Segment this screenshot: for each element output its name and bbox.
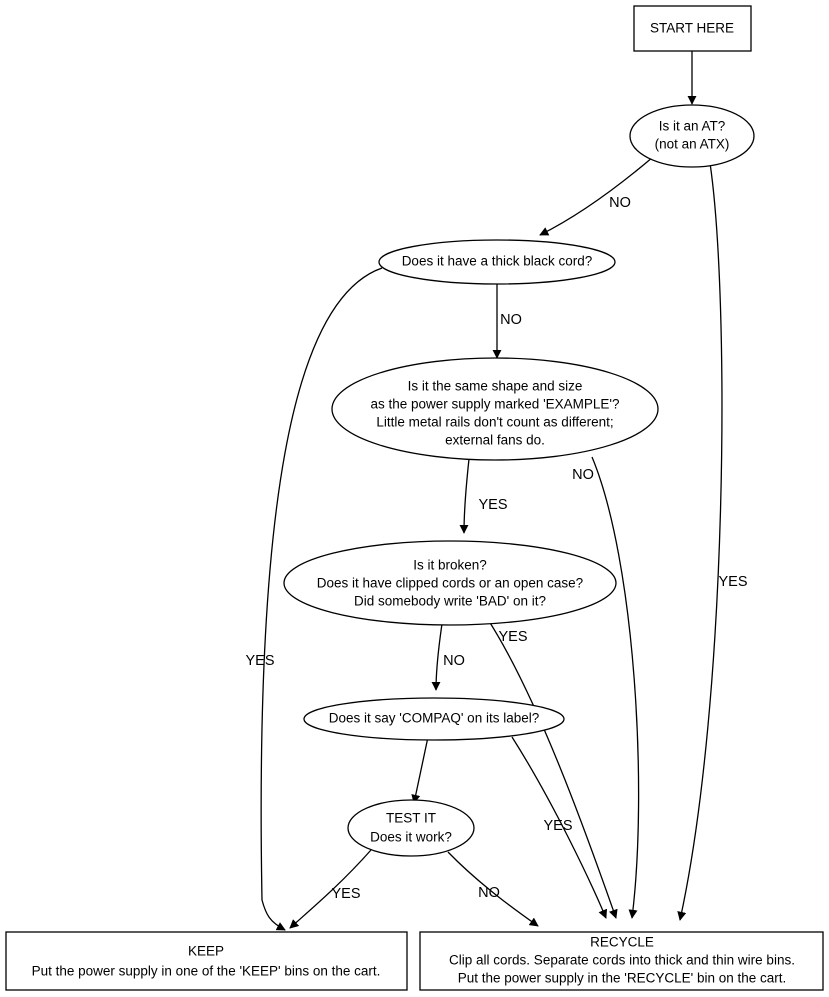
node-is-at-line1: Is it an AT? xyxy=(658,118,726,134)
node-recycle-line2: Clip all cords. Separate cords into thick and thin wire bins. xyxy=(449,952,795,968)
node-same-shape-line1: Is it the same shape and size xyxy=(407,378,583,394)
node-keep-line2: Put the power supply in one of the 'KEEP' bins on the cart. xyxy=(31,963,381,979)
edge-label-is-at-no: NO xyxy=(609,194,631,211)
edge-label-cord-no: NO xyxy=(500,311,522,328)
edge-label-compaq-yes: YES xyxy=(543,817,573,834)
edge-label-test-no: NO xyxy=(478,884,500,901)
edge-broken-no xyxy=(436,617,443,690)
node-keep[interactable] xyxy=(6,932,407,990)
edge-label-shape-yes: YES xyxy=(478,496,508,513)
node-is-broken-line2: Does it have clipped cords or an open case? xyxy=(316,575,584,591)
node-same-shape-line2: as the power supply marked 'EXAMPLE'? xyxy=(370,396,620,412)
node-test-it-line1: TEST IT xyxy=(385,810,437,826)
edge-label-broken-no: NO xyxy=(443,652,465,669)
edge-label-cord-yes: YES xyxy=(245,652,275,669)
node-start-here-label: START HERE xyxy=(649,20,735,36)
edge-is-at-yes xyxy=(680,163,722,920)
edge-compaq-no xyxy=(414,737,428,803)
edge-label-test-yes: YES xyxy=(331,885,361,902)
edge-broken-yes xyxy=(487,618,616,918)
node-recycle-line1: RECYCLE xyxy=(590,934,654,950)
node-keep-line1: KEEP xyxy=(187,943,225,959)
node-compaq-label: Does it say 'COMPAQ' on its label? xyxy=(328,710,540,726)
edge-label-shape-no: NO xyxy=(572,466,594,483)
node-same-shape-line3: Little metal rails don't count as different; xyxy=(376,414,614,430)
edge-same-shape-no xyxy=(592,457,639,918)
edge-same-shape-yes xyxy=(464,450,470,533)
node-recycle-line3: Put the power supply in the 'RECYCLE' bin on the cart. xyxy=(457,970,787,986)
node-is-at-line2: (not an ATX) xyxy=(654,136,730,152)
node-test-it-line2: Does it work? xyxy=(370,829,452,845)
node-same-shape-line4: external fans do. xyxy=(445,432,545,448)
edge-label-is-at-yes: YES xyxy=(718,573,748,590)
node-is-broken-line1: Is it broken? xyxy=(413,557,487,573)
node-test-it[interactable] xyxy=(348,800,474,856)
node-is-broken-line3: Did somebody write 'BAD' on it? xyxy=(354,593,546,609)
edge-is-at-no xyxy=(540,157,653,235)
edge-label-broken-yes: YES xyxy=(498,628,528,645)
node-thick-cord-label: Does it have a thick black cord? xyxy=(401,253,593,269)
